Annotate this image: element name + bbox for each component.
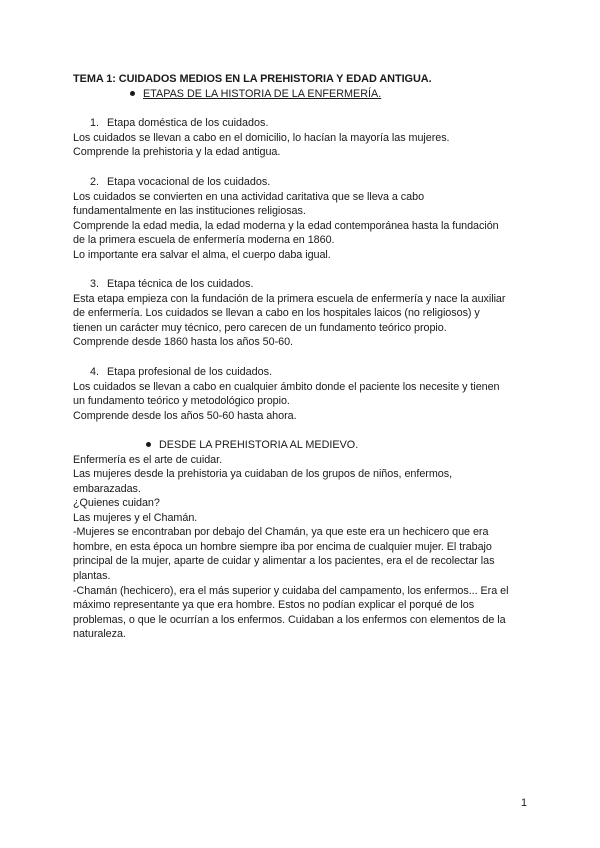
paragraph-line: Lo importante era salvar el alma, el cuerpo daba igual. xyxy=(73,249,331,261)
document-title: TEMA 1: CUIDADOS MEDIOS EN LA PREHISTORIA Y EDAD ANTIGUA. xyxy=(73,73,432,85)
section-heading-etapas xyxy=(130,87,381,101)
paragraph-line: Las mujeres y el Chamán. xyxy=(73,512,198,524)
bullet-icon xyxy=(146,442,151,447)
paragraph-line: plantas. xyxy=(73,570,111,582)
section-heading-text: DESDE LA PREHISTORIA AL MEDIEVO. xyxy=(159,439,359,451)
list-item-1-title: 1. Etapa doméstica de los cuidados. xyxy=(90,117,269,129)
paragraph-line: principal de la mujer, aparte de cuidar y alimentar a los pacientes, era el de recolectar las xyxy=(73,555,495,567)
paragraph-line: Comprende desde 1860 hasta los años 50-60. xyxy=(73,336,293,348)
paragraph-line: un fundamento teórico y metodológico propio. xyxy=(73,395,290,407)
paragraph-line: Enfermería es el arte de cuidar. xyxy=(73,454,223,466)
list-item-4-title: 4. Etapa profesional de los cuidados. xyxy=(90,366,273,378)
paragraph-line: máximo representante ya que era hombre. Estos no podían explicar el porqué de los xyxy=(73,599,475,611)
paragraph-line: Esta etapa empieza con la fundación de la primera escuela de enfermería y nace la auxiliar xyxy=(73,293,506,305)
paragraph-line: ¿Quienes cuidan? xyxy=(73,497,160,509)
section-heading-text: ETAPAS DE LA HISTORIA DE LA ENFERMERÍA. xyxy=(143,88,382,100)
paragraph-line: Comprende la edad media, la edad moderna y la edad contemporánea hasta la fundación xyxy=(73,220,499,232)
section-heading-prehistoria xyxy=(146,438,358,452)
paragraph-line: tienen un carácter muy técnico, pero carecen de un fundamento teórico propio. xyxy=(73,322,447,334)
paragraph-line: fundamentalmente en las instituciones religiosas. xyxy=(73,205,306,217)
bullet-icon xyxy=(130,91,135,96)
page-number: 1 xyxy=(520,797,527,809)
paragraph-line: -Chamán (hechicero), era el más superior y cuidaba del campamento, los enfermos... Era el xyxy=(73,585,509,597)
paragraph-line: Los cuidados se convierten en una actividad caritativa que se lleva a cabo xyxy=(73,191,425,203)
paragraph-line: naturaleza. xyxy=(73,628,126,640)
paragraph-line: -Mujeres se encontraban por debajo del Chamán, ya que este era un hechicero que era xyxy=(73,526,489,538)
paragraph-line: hombre, en esta época un hombre siempre iba por encima de cualquier mujer. El trabajo xyxy=(73,541,492,553)
paragraph-line: problemas, o que le ocurrían a los enfermos. Cuidaban a los enfermos con elementos de la xyxy=(73,614,506,626)
paragraph-line: de la primera escuela de enfermería moderna en 1860. xyxy=(73,234,335,246)
list-item-3-title: 3. Etapa técnica de los cuidados. xyxy=(90,278,254,290)
list-item-2-title: 2. Etapa vocacional de los cuidados. xyxy=(90,176,271,188)
paragraph-line: Comprende la prehistoria y la edad antigua. xyxy=(73,146,281,158)
paragraph-line: Los cuidados se llevan a cabo en cualquier ámbito donde el paciente los necesite y tienen xyxy=(73,381,500,393)
paragraph-line: de enfermería. Los cuidados se llevan a cabo en los hospitales laicos (no religiosos) y xyxy=(73,307,480,319)
paragraph-line: Comprende desde los años 50-60 hasta ahora. xyxy=(73,410,297,422)
paragraph-line: Las mujeres desde la prehistoria ya cuidaban de los grupos de niños, enfermos, xyxy=(73,468,453,480)
paragraph-line: embarazadas. xyxy=(73,483,141,495)
paragraph-line: Los cuidados se llevan a cabo en el domicilio, lo hacían la mayoría las mujeres. xyxy=(73,132,450,144)
